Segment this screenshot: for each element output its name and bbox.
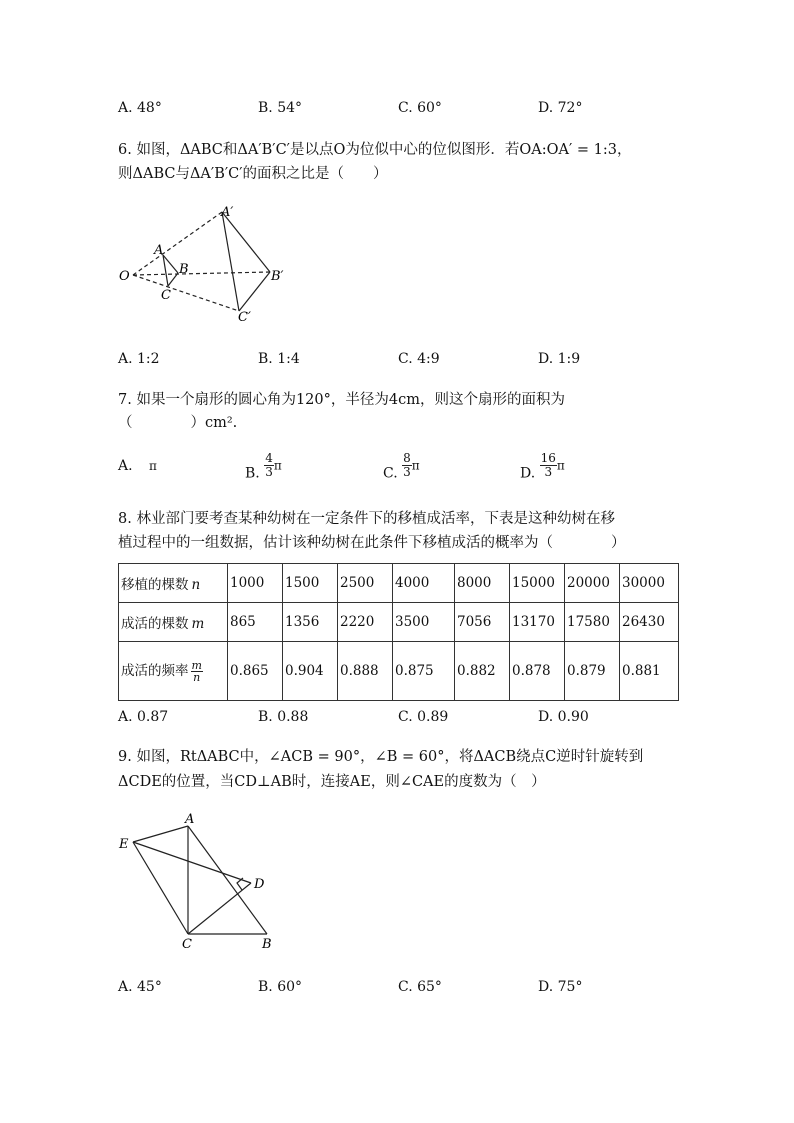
q5-option-c: C. 60° [398,100,442,116]
q7-stem-line1: 7. 如果一个扇形的圆心角为120°，半径为4cm，则这个扇形的面积为 [118,392,565,408]
label-E: E [119,837,129,852]
label-B: B [179,262,189,277]
q6-stem-line2: 则ΔABC与ΔA′B′C′的面积之比是（ ） [118,166,388,182]
table-cell: 30000 [620,564,679,603]
q8-stem-line1: 8. 林业部门要考查某种幼树在一定条件下的移植成活率，下表是这种幼树在移 [118,511,615,527]
label-C-prime: C′ [238,310,251,325]
label-A: A [154,243,164,258]
row-header-frequency: 成活的频率 $\frac{m}{n}$ [119,642,228,701]
q8-option-b: B. 0.88 [258,709,309,725]
q7-option-d-numerator: 16 [540,451,556,465]
q6-option-c: C. 4:9 [398,351,440,367]
transplant-data-table [118,563,679,701]
q9-stem-line2: ΔCDE的位置，当CD⊥AB时，连接AE，则∠CAE的度数为（ ） [118,774,546,790]
q7-option-d-label: D. [520,465,536,482]
table-cell: 4000 [393,564,455,603]
table-cell: 3500 [393,603,455,642]
table-cell: 20000 [565,564,620,603]
table-cell: 0.882 [455,642,510,701]
q7-option-c-numerator: 8 [403,451,411,465]
q7-option-a-value: π [149,459,157,473]
q7-option-b-numerator: 4 [265,451,273,465]
q6-option-a: A. 1:2 [118,351,160,367]
label-B: B [262,937,272,952]
q9-rotation-figure [115,810,285,955]
q7-option-d [520,452,565,482]
q7-option-a [118,458,157,474]
table-cell: 865 [228,603,283,642]
table-cell: 0.881 [620,642,679,701]
label-O: O [119,269,130,284]
q8-option-a: A. 0.87 [118,709,169,725]
q7-option-b [245,452,282,482]
table-row [119,564,679,603]
table-row [119,603,679,642]
table-cell: 0.878 [510,642,565,701]
label-C: C [161,288,171,303]
label-A-prime: A′ [221,205,234,220]
row-header-survived: 成活的棵数 m [119,603,228,642]
label-A: A [185,812,195,827]
table-cell: 1500 [283,564,338,603]
table-cell: 2500 [338,564,393,603]
table-cell: 17580 [565,603,620,642]
q5-option-a: A. 48° [118,100,162,116]
table-cell: 1356 [283,603,338,642]
q9-option-c: C. 65° [398,979,442,995]
q8-stem-line2: 植过程中的一组数据，估计该种幼树在此条件下移植成活的概率为（ ） [118,535,626,551]
label-B-prime: B′ [271,269,284,284]
q7-option-d-pi: π [556,458,565,473]
table-cell: 2220 [338,603,393,642]
q8-option-d: D. 0.90 [538,709,589,725]
q6-homothety-figure [115,198,305,328]
table-cell: 0.879 [565,642,620,701]
table-cell: 26430 [620,603,679,642]
q7-option-b-denominator: 3 [265,465,273,479]
q7-option-c-denominator: 3 [403,465,411,479]
q6-option-b: B. 1:4 [258,351,300,367]
q7-stem-line2: （ ）cm². [118,415,238,431]
q6-stem-line1: 6. 如图，ΔABC和ΔA′B′C′是以点O为位似中心的位似图形．若OA:OA′ = 1:3， [118,142,632,158]
table-cell: 8000 [455,564,510,603]
table-cell: 7056 [455,603,510,642]
q9-option-a: A. 45° [118,979,162,995]
q7-option-c [383,452,420,482]
q7-option-d-denominator: 3 [544,465,553,479]
q5-option-d: D. 72° [538,100,583,116]
q5-option-b: B. 54° [258,100,303,116]
q9-stem-line1: 9. 如图，RtΔABC中，∠ACB = 90°，∠B = 60°，将ΔACB绕点C逆时针旋转到 [118,749,644,765]
table-cell: 0.865 [228,642,283,701]
q9-option-d: D. 75° [538,979,583,995]
q8-option-c: C. 0.89 [398,709,449,725]
table-cell: 13170 [510,603,565,642]
table-cell: 0.888 [338,642,393,701]
table-cell: 1000 [228,564,283,603]
table-row [119,642,679,701]
q7-option-b-pi: π [273,458,282,473]
label-C: C [182,937,192,952]
q9-option-b: B. 60° [258,979,303,995]
table-cell: 0.904 [283,642,338,701]
q7-option-a-label: A. [118,458,133,474]
table-cell: 15000 [510,564,565,603]
table-cell: 0.875 [393,642,455,701]
q7-option-c-pi: π [411,458,420,473]
label-D: D [254,877,265,892]
row-header-transplanted: 移植的棵数 n [119,564,228,603]
q7-option-b-label: B. [245,465,260,482]
q6-option-d: D. 1:9 [538,351,581,367]
q7-option-c-label: C. [383,465,398,482]
